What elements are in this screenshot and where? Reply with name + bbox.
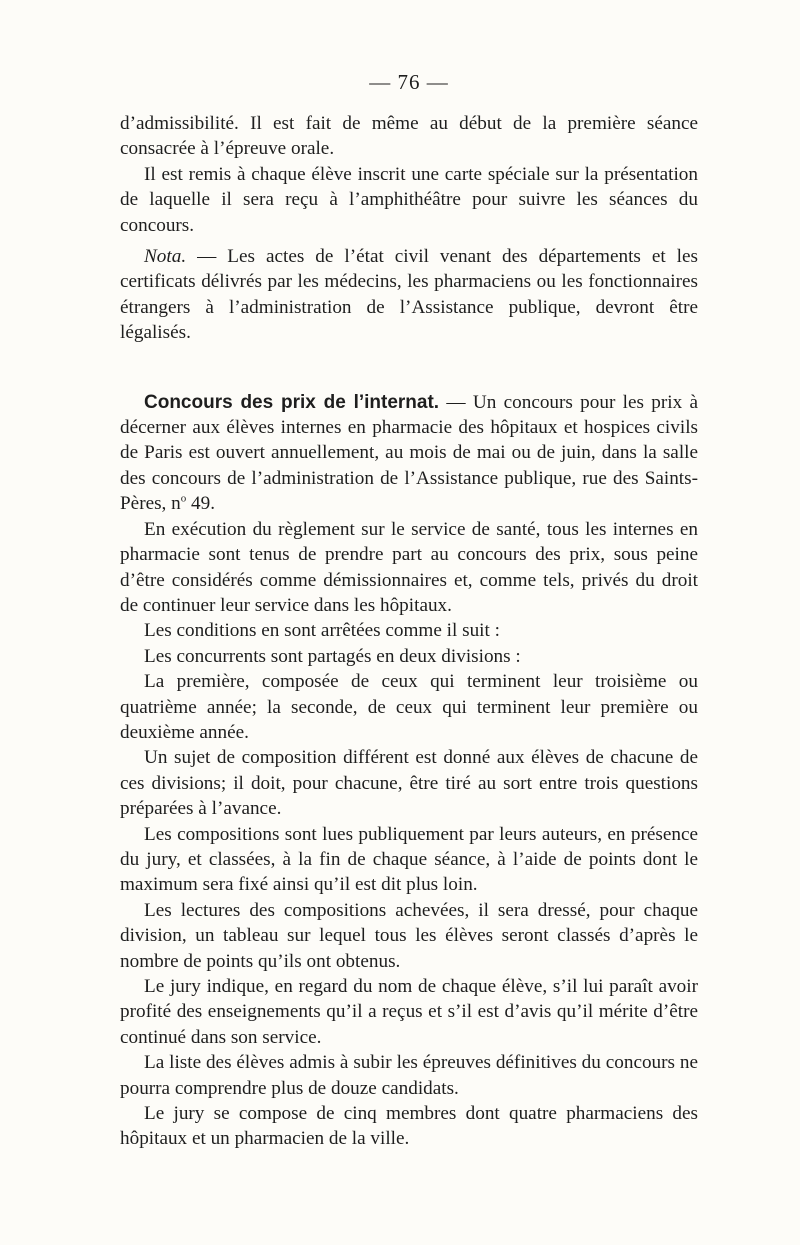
section-text: — Un concours pour les prix à décerner aux élèves internes en pharmacie des hôpitaux et hospices civils de Paris est ouvert annuellement, au mois de mai ou de juin, dans la salle des concours de l’administration de l’Assistance publique, rue des Saints-Pères, n: [120, 391, 698, 515]
paragraph-compositions-lues: Les compositions sont lues publiquement par leurs auteurs, en présence du jury, et classées, à la fin de chaque séance, à l’aide de points dont le maximum sera fixé ainsi qu’il est dit plus loin.: [120, 823, 698, 896]
paragraph-carte-speciale: Il est remis à chaque élève inscrit une carte spéciale sur la présentation de laquelle il sera reçu à l’amphithéâtre pour suivre les séances du concours.: [120, 163, 698, 236]
paragraph-concours-prix: [120, 390, 698, 517]
nota-label: Nota.: [144, 246, 187, 268]
paragraph-divisions: Les concurrents sont partagés en deux divisions :: [144, 645, 521, 667]
paragraph-sujet-composition: Un sujet de composition différent est donné aux élèves de chacune de ces divisions; il doit, pour chacune, être tiré au sort entre trois questions préparées à l’avance.: [120, 747, 698, 820]
paragraph-tableau-classement: Les lectures des compositions achevées, il sera dressé, pour chaque division, un tableau sur lequel tous les élèves seront classés d’après le nombre de points qu’ils ont obtenus.: [120, 899, 698, 972]
paragraph-premiere-division: La première, composée de ceux qui terminent leur troisième ou quatrième année; la seconde, de ceux qui terminent leur première ou deuxième année.: [120, 671, 698, 743]
paragraph-reglement: En exécution du règlement sur le service de santé, tous les internes en pharmacie sont tenus de prendre part au concours des prix, sous peine d’être considérés comme démissionnaires et, comme tels, privés du droit de continuer leur service dans les hôpitaux.: [120, 518, 698, 616]
nota-text: — Les actes de l’état civil venant des départements et les certificats délivrés par les médecins, les pharmaciens ou les fonctionnaires étrangers à l’administration de l’Assistance publique, devront être légalisés.: [120, 246, 698, 344]
numero-superscript: o: [180, 492, 187, 505]
section-heading: Concours des prix de l’internat.: [144, 391, 440, 413]
paragraph-composition-jury: Le jury se compose de cinq membres dont quatre pharmaciens des hôpitaux et un pharmacien de la ville.: [120, 1103, 698, 1150]
paragraph-nota: [120, 244, 698, 346]
section-text-end: 49.: [186, 493, 216, 515]
paragraph-admissibilite: d’admissibilité. Il est fait de même au début de la première séance consacrée à l’épreuve orale.: [120, 113, 698, 160]
paragraph-jury-indique: Le jury indique, en regard du nom de chaque élève, s’il lui paraît avoir profité des enseignements qu’il a reçus et s’il est d’avis qu’il mérite d’être continué dans son service.: [120, 976, 698, 1048]
paragraph-conditions: Les conditions en sont arrêtées comme il suit :: [144, 620, 500, 642]
page-number: — 76 —: [369, 70, 449, 94]
paragraph-liste-admis: La liste des élèves admis à subir les épreuves définitives du concours ne pourra comprendre plus de douze candidats.: [120, 1052, 698, 1099]
